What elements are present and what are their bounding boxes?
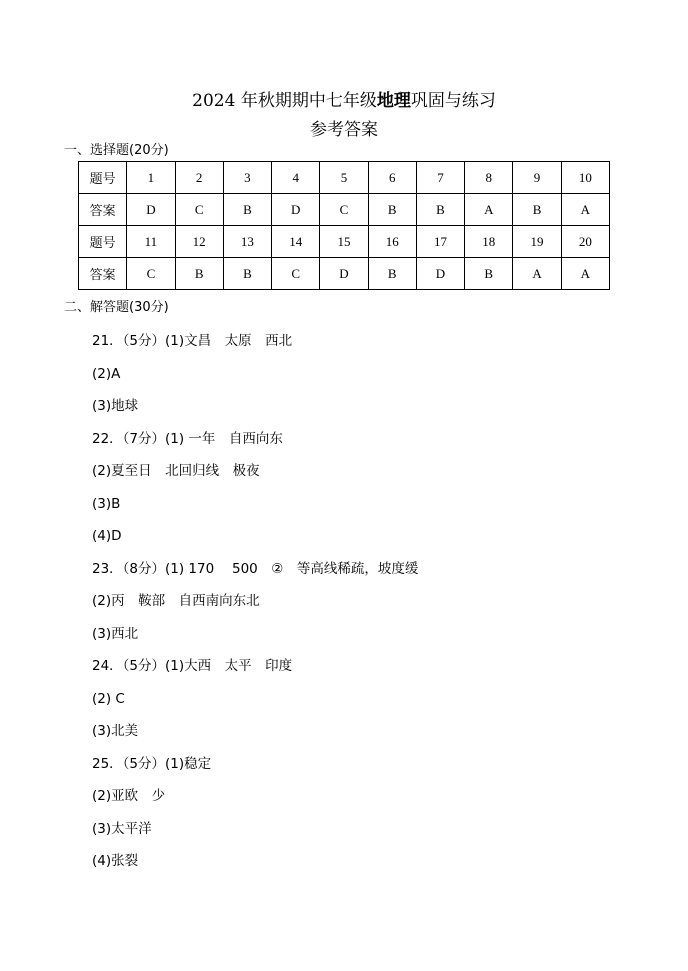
answer-line: (3)太平洋	[92, 820, 152, 837]
table-cell: 17	[416, 226, 464, 258]
row-label: 答案	[79, 258, 127, 290]
table-cell: D	[127, 194, 175, 226]
answer-line: (2)A	[92, 365, 121, 382]
answer-table	[78, 161, 610, 290]
table-cell: D	[320, 258, 368, 290]
row-label: 题号	[79, 226, 127, 258]
answer-list	[92, 325, 418, 878]
table-cell: 13	[223, 226, 271, 258]
table-cell: 16	[368, 226, 416, 258]
section-heading-choice: 一、选择题(20分)	[64, 143, 169, 158]
table-cell: 11	[127, 226, 175, 258]
table-cell: 5	[320, 162, 368, 194]
table-row	[79, 162, 610, 194]
table-cell: 15	[320, 226, 368, 258]
table-cell: B	[368, 258, 416, 290]
answer-line: (3)地球	[92, 398, 139, 414]
row-label: 题号	[79, 162, 127, 194]
table-cell: 2	[175, 162, 223, 194]
row-label: 答案	[79, 194, 127, 226]
table-cell: 18	[465, 226, 513, 258]
table-cell: D	[416, 258, 464, 290]
answer-line: (2) C	[92, 690, 125, 707]
answer-line: 21．（5分）(1)文昌 太原 西北	[92, 333, 293, 349]
page-subtitle: 参考答案	[310, 120, 378, 140]
table-cell: A	[561, 194, 609, 226]
answer-line: (4)D	[92, 528, 122, 544]
table-cell: A	[465, 194, 513, 226]
table-cell: D	[272, 194, 320, 226]
answer-line: (3)北美	[92, 723, 139, 739]
table-row	[79, 226, 610, 258]
title-suffix: 巩固与练习	[410, 91, 496, 111]
table-cell: 4	[272, 162, 320, 194]
table-cell: B	[175, 258, 223, 290]
table-cell: C	[175, 194, 223, 226]
table-cell: 1	[127, 162, 175, 194]
table-cell: B	[368, 194, 416, 226]
table-cell: 8	[465, 162, 513, 194]
table-cell: C	[320, 194, 368, 226]
section-heading-answers: 二、解答题(30分)	[64, 300, 169, 315]
table-cell: 12	[175, 226, 223, 258]
answer-line: (2)丙 鞍部 自西南向东北	[92, 593, 260, 609]
title-prefix: 2024 年秋期期中七年级	[192, 91, 377, 111]
table-cell: B	[465, 258, 513, 290]
answer-line: 25．（5分）(1)稳定	[92, 755, 212, 772]
table-row	[79, 258, 610, 290]
table-cell: 10	[561, 162, 609, 194]
table-cell: A	[513, 258, 561, 290]
table-cell: 6	[368, 162, 416, 194]
table-cell: 9	[513, 162, 561, 194]
table-cell: 20	[561, 226, 609, 258]
table-cell: B	[223, 194, 271, 226]
table-cell: C	[127, 258, 175, 290]
table-cell: 14	[272, 226, 320, 258]
answer-line: (2)夏至日 北回归线 极夜	[92, 463, 260, 479]
page-title	[0, 89, 688, 113]
table-cell: 19	[513, 226, 561, 258]
answer-line: 23．（8分）(1) 170 500 ② 等高线稀疏，坡度缓	[92, 560, 419, 577]
table-row	[79, 194, 610, 226]
table-cell: B	[513, 194, 561, 226]
answer-line: (4)张裂	[92, 853, 139, 869]
table-cell: B	[223, 258, 271, 290]
title-subject: 地理	[376, 91, 411, 111]
answer-line: 22．（7分）(1) 一年 自西向东	[92, 430, 283, 447]
table-cell: 3	[223, 162, 271, 194]
answer-line: 24．（5分）(1)大西 太平 印度	[92, 658, 293, 674]
answer-line: (2)亚欧 少	[92, 788, 166, 804]
table-cell: A	[561, 258, 609, 290]
answer-line: (3)B	[92, 495, 121, 512]
table-cell: B	[416, 194, 464, 226]
answer-line: (3)西北	[92, 625, 139, 642]
table-cell: C	[272, 258, 320, 290]
table-cell: 7	[416, 162, 464, 194]
